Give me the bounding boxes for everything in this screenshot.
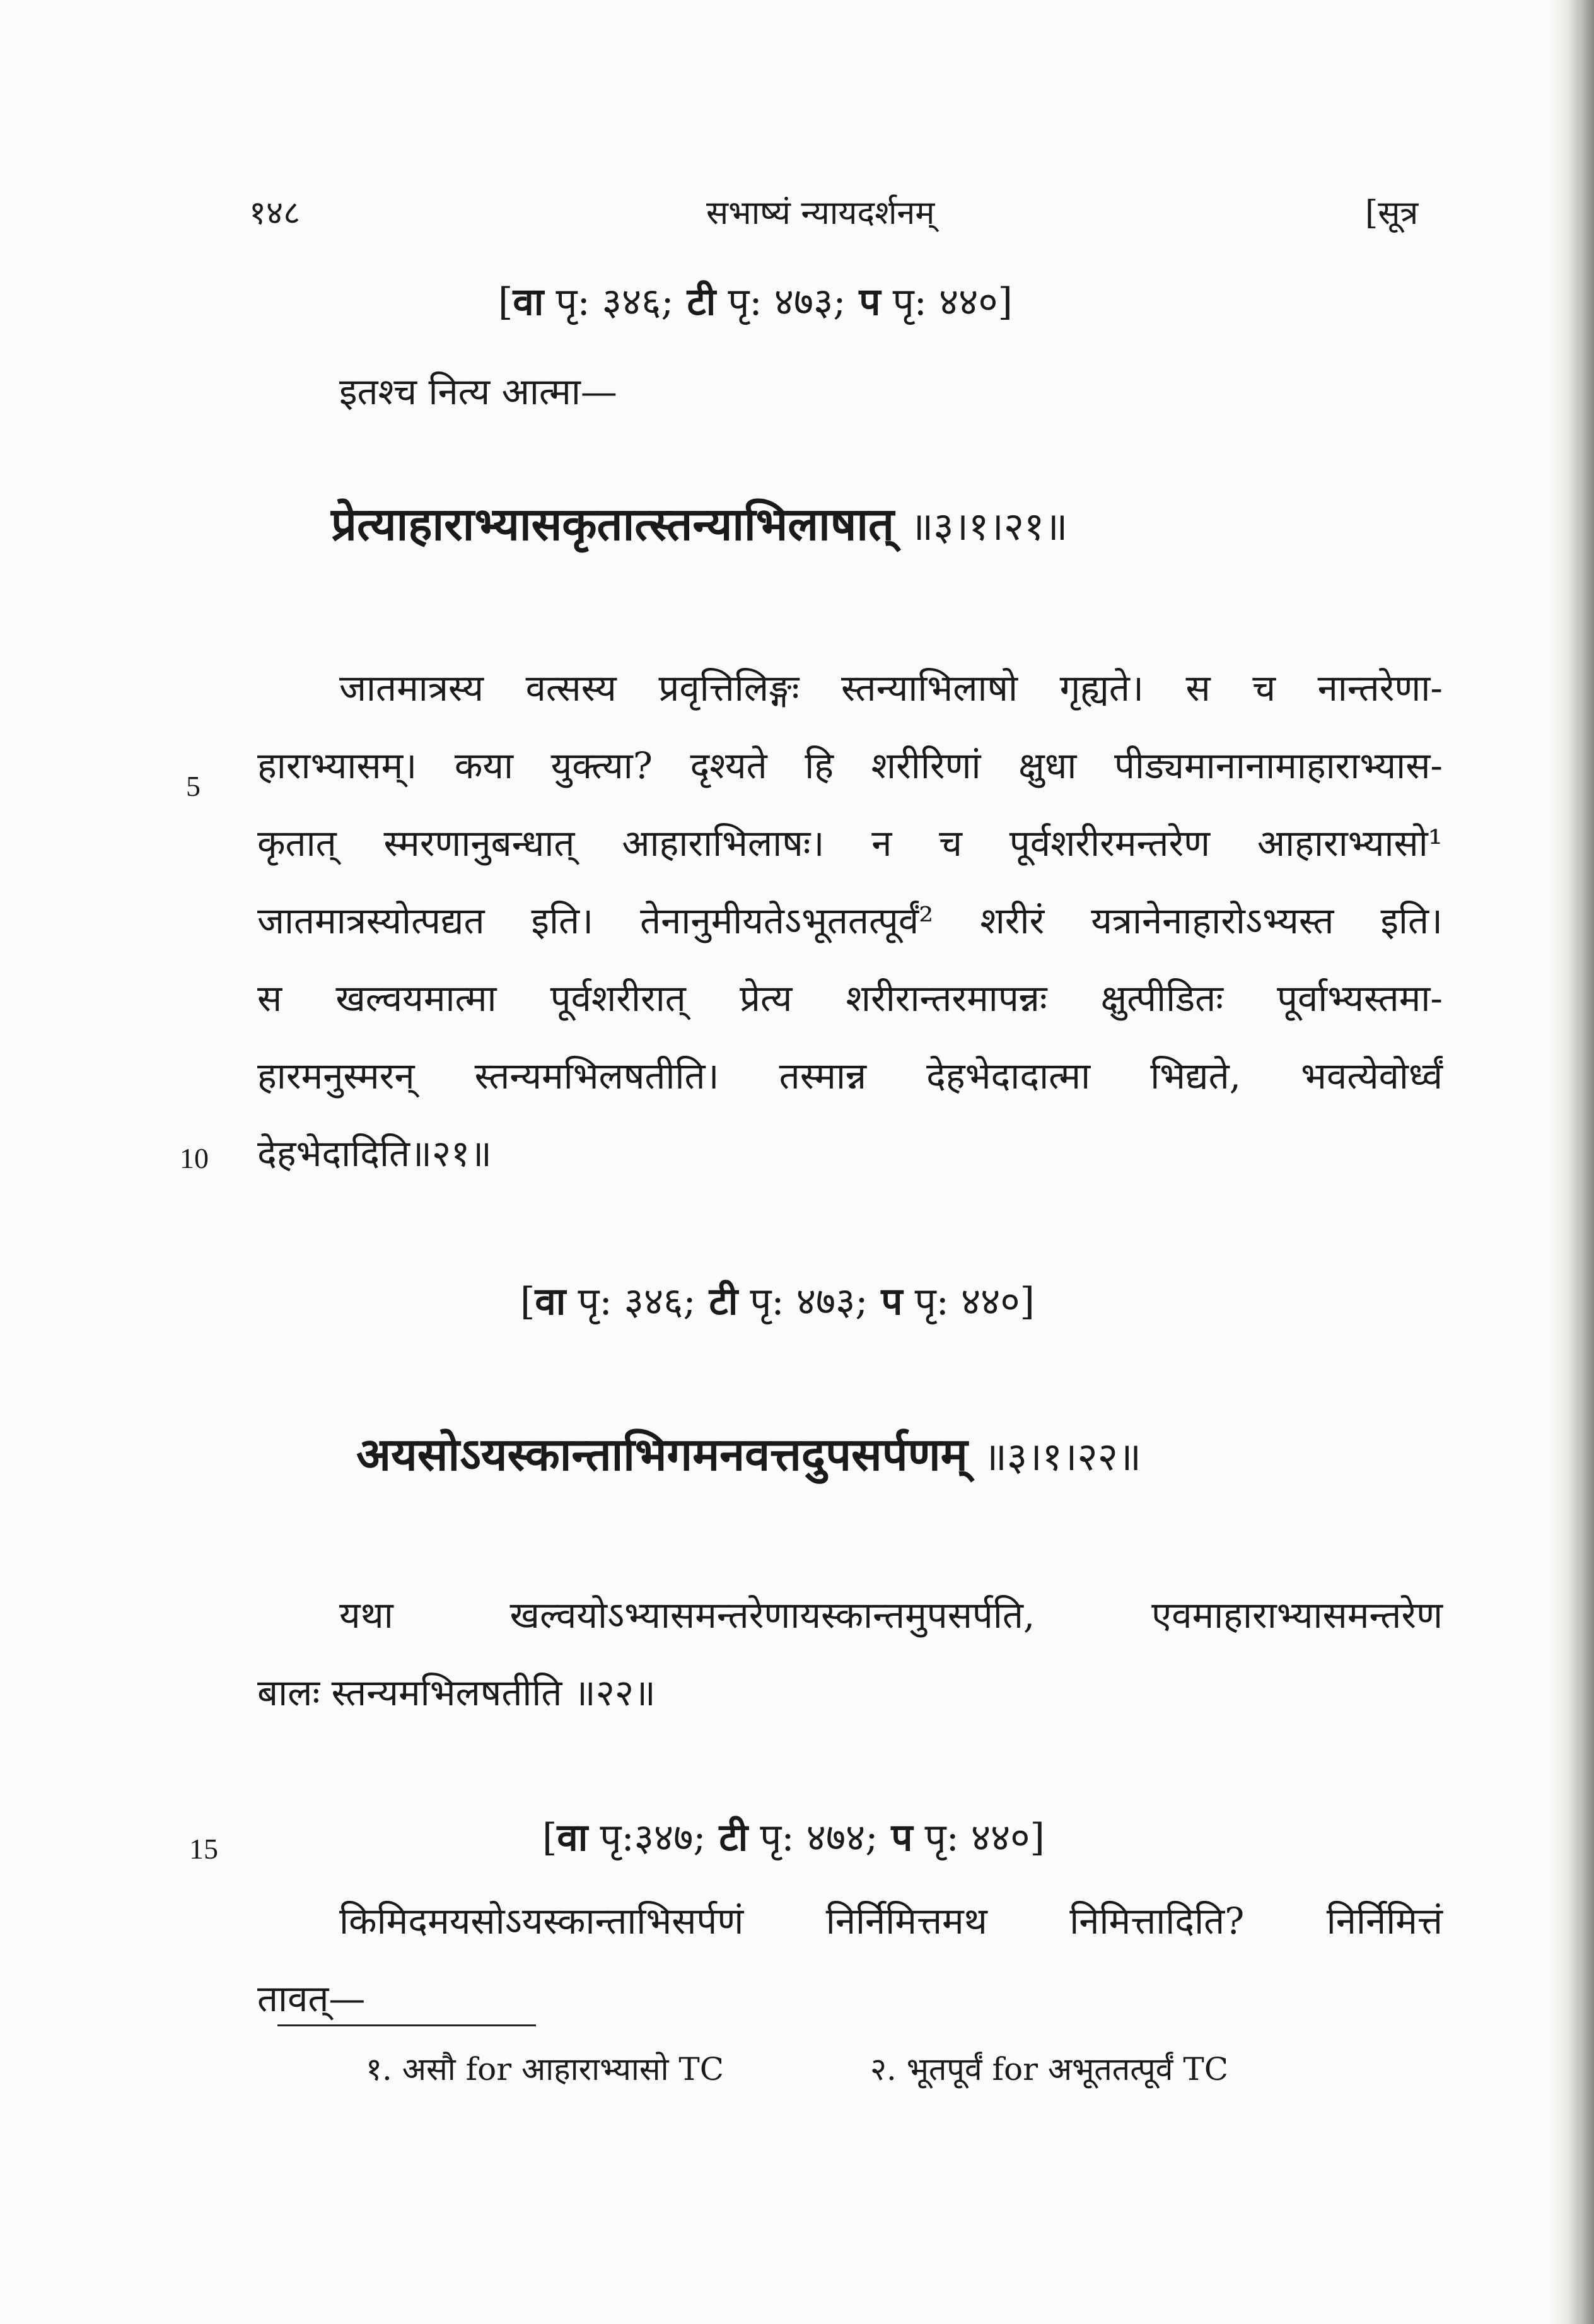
ref-ti-page: पृ: ४७३; <box>716 280 846 324</box>
ref-pa-page: पृ: ४४०] <box>880 280 1013 324</box>
line-number: 15 <box>189 1833 218 1865</box>
ref-pa-page: पृ: ४४०] <box>902 1280 1035 1324</box>
ref-ti-page: पृ: ४७४; <box>748 1816 878 1860</box>
footnote-2: २. भूतपूर्वं for अभूततत्पूर्वं TC <box>870 2051 1228 2088</box>
commentary-line: हारमनुस्मरन् स्तन्यमभिलषतीति। तस्मान्न देहभेदादात्मा भिद्यते, भवत्येवोर्ध्वं <box>257 1054 1443 1097</box>
ref-pa: प <box>868 1280 903 1324</box>
page-number: १४८ <box>249 194 301 232</box>
ref-va-page: पृ: ३४६; <box>544 280 674 324</box>
closing-line: किमिदमयसोऽयस्कान्ताभिसर्पणं निर्निमित्तमथ निमित्तादिति? निर्निमित्तं <box>339 1900 1443 1942</box>
ref-ti: टी <box>706 1816 748 1860</box>
ref-va: वा <box>557 1816 588 1860</box>
commentary-line: बालः स्तन्यमभिलषतीति ॥२२॥ <box>257 1671 656 1714</box>
sutra-heading <box>356 1422 1141 1484</box>
commentary-paragraph <box>257 1577 1443 1732</box>
ref-pa-page: पृ: ४४०] <box>912 1816 1045 1860</box>
ref-va: वा <box>535 1280 566 1324</box>
reference-line <box>520 1274 1035 1326</box>
commentary-paragraph <box>257 650 1443 1193</box>
intro-text: इतश्च नित्य आत्मा— <box>339 370 617 413</box>
ref-va-page: पृ: ३४६; <box>566 1280 696 1324</box>
intro-line <box>257 353 1443 431</box>
line-number: 5 <box>186 770 201 802</box>
ref-bracket: [ <box>520 1280 535 1324</box>
ref-bracket: [ <box>498 280 513 324</box>
ref-ti: टी <box>695 1280 738 1324</box>
commentary-line: कृतात् स्मरणानुबन्धात् आहाराभिलाषः। न च पूर्वशरीरमन्तरेण आहाराभ्यासो¹ <box>257 822 1443 865</box>
commentary-line: स खल्वयमात्मा पूर्वशरीरात् प्रेत्य शरीरान्तरमापन्नः क्षुत्पीडितः पूर्वाभ्यस्तमा- <box>257 977 1443 1020</box>
book-spine-shadow <box>1550 0 1594 2324</box>
line-number: 10 <box>180 1142 209 1174</box>
sutra-number: ॥३।१।२२॥ <box>983 1434 1142 1480</box>
footnote-rule <box>277 2024 536 2026</box>
reference-line <box>542 1810 1045 1862</box>
ref-pa: प <box>878 1816 913 1860</box>
section-marker: [सूत्र <box>1365 194 1419 232</box>
sutra-number: ॥३।१।२१॥ <box>910 503 1068 549</box>
ref-va: वा <box>513 280 544 324</box>
footnote-1: १. असौ for आहाराभ्यासो TC <box>366 2051 724 2088</box>
sutra-text: अयसोऽयस्कान्ताभिगमनवत्तदुपसर्पणम् <box>356 1427 968 1481</box>
sutra-heading <box>331 492 1068 554</box>
sutra-text: प्रेत्याहाराभ्यासकृतात्स्तन्याभिलाषात् <box>331 497 895 551</box>
ref-ti: टी <box>673 280 716 324</box>
commentary-line: देहभेदादिति॥२१॥ <box>257 1132 492 1175</box>
reference-line <box>498 274 1013 326</box>
closing-paragraph <box>257 1883 1443 2038</box>
ref-va-page: पृ:३४७; <box>588 1816 706 1860</box>
commentary-line: जातमात्रस्य वत्सस्य प्रवृत्तिलिङ्गः स्तन्याभिलाषो गृह्यते। स च नान्तरेणा- <box>339 667 1443 709</box>
ref-bracket: [ <box>542 1816 557 1860</box>
closing-line: तावत्— <box>257 1977 366 2020</box>
ref-pa: प <box>846 280 881 324</box>
ref-ti-page: पृ: ४७३; <box>738 1280 868 1324</box>
commentary-line: हाराभ्यासम्। कया युक्त्या? दृश्यते हि शरीरिणां क्षुधा पीड्यमानानामाहाराभ्यास- <box>257 744 1443 787</box>
commentary-line: यथा खल्वयोऽभ्यासमन्तरेणायस्कान्तमुपसर्पति, एवमाहाराभ्यासमन्तरेण <box>339 1594 1443 1637</box>
commentary-line: जातमात्रस्योत्पद्यत इति। तेनानुमीयतेऽभूततत्पूर्वं² शरीरं यत्रानेनाहारोऽभ्यस्त इति। <box>257 899 1443 942</box>
running-title: सभाष्यं न्यायदर्शनम् <box>706 194 935 232</box>
